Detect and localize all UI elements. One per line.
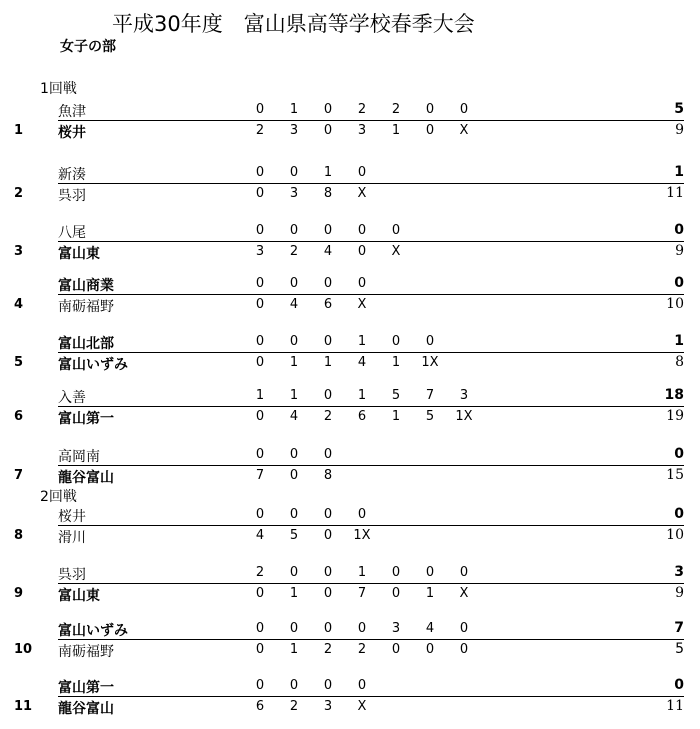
inning-score: 8: [323, 468, 333, 483]
game-number: 1: [14, 123, 24, 138]
inning-score: 1: [289, 102, 299, 117]
inning-score: 1: [391, 123, 401, 138]
inning-score: 2: [323, 409, 333, 424]
inning-score: 0: [289, 165, 299, 180]
game-number: 11: [14, 699, 33, 714]
page-title: 平成30年度 富山県高等学校春季大会: [112, 12, 475, 36]
inning-score: 3: [289, 123, 299, 138]
team-name: 富山商業: [58, 278, 114, 294]
inning-score: 0: [255, 409, 265, 424]
inning-score: 1: [357, 565, 367, 580]
score-divider: [58, 406, 684, 407]
inning-score: 1X: [421, 355, 439, 370]
inning-score: 0: [255, 621, 265, 636]
team-name: 富山北部: [58, 336, 114, 352]
inning-score: 1: [425, 586, 435, 601]
inning-score: 4: [255, 528, 265, 543]
inning-score: X: [459, 123, 469, 138]
inning-score: 4: [425, 621, 435, 636]
inning-score: 0: [323, 123, 333, 138]
total-score: 18: [664, 387, 684, 403]
inning-score: 8: [323, 186, 333, 201]
inning-score: 0: [357, 621, 367, 636]
inning-score: 0: [391, 642, 401, 657]
inning-score: 0: [357, 165, 367, 180]
score-divider: [58, 525, 684, 526]
score-divider: [58, 465, 684, 466]
game-number: 4: [14, 297, 24, 312]
inning-score: 0: [391, 334, 401, 349]
inning-score: 0: [425, 334, 435, 349]
team-name: 高岡南: [58, 449, 100, 465]
inning-score: 0: [391, 565, 401, 580]
total-score: 5: [674, 101, 684, 117]
inning-score: 1: [357, 388, 367, 403]
inning-score: 3: [323, 699, 333, 714]
inning-score: 5: [289, 528, 299, 543]
inning-score: 0: [323, 447, 333, 462]
score-divider: [58, 352, 684, 353]
game-number: 8: [14, 528, 24, 543]
total-score: 0: [674, 506, 684, 522]
inning-score: X: [459, 586, 469, 601]
game-number: 3: [14, 244, 24, 259]
inning-score: 0: [323, 102, 333, 117]
inning-score: 0: [391, 223, 401, 238]
inning-score: 7: [425, 388, 435, 403]
inning-score: 2: [357, 642, 367, 657]
score-divider: [58, 583, 684, 584]
team-name: 呉羽: [58, 188, 86, 204]
inning-score: 0: [357, 276, 367, 291]
team-name: 龍谷富山: [58, 701, 114, 717]
score-divider: [58, 696, 684, 697]
inning-score: 2: [391, 102, 401, 117]
total-score: 5: [675, 641, 684, 657]
inning-score: 4: [323, 244, 333, 259]
inning-score: 3: [255, 244, 265, 259]
inning-score: 0: [289, 447, 299, 462]
inning-score: 6: [357, 409, 367, 424]
team-name: 新湊: [58, 167, 86, 183]
inning-score: 0: [357, 223, 367, 238]
inning-score: 0: [323, 565, 333, 580]
inning-score: 1: [391, 409, 401, 424]
inning-score: 0: [425, 642, 435, 657]
total-score: 0: [674, 275, 684, 291]
total-score: 11: [666, 185, 684, 201]
inning-score: 0: [357, 507, 367, 522]
team-name: 呉羽: [58, 567, 86, 583]
inning-score: 0: [323, 586, 333, 601]
total-score: 1: [674, 333, 684, 349]
inning-score: 0: [289, 468, 299, 483]
inning-score: 7: [357, 586, 367, 601]
inning-score: 0: [357, 244, 367, 259]
team-name: 魚津: [58, 104, 86, 120]
inning-score: 0: [289, 223, 299, 238]
inning-score: 2: [357, 102, 367, 117]
inning-score: 1: [289, 642, 299, 657]
total-score: 19: [666, 408, 684, 424]
inning-score: 4: [289, 409, 299, 424]
inning-score: X: [391, 244, 401, 259]
inning-score: 4: [357, 355, 367, 370]
game-number: 2: [14, 186, 24, 201]
inning-score: 0: [289, 276, 299, 291]
inning-score: 5: [425, 409, 435, 424]
team-name: 富山いずみ: [58, 357, 128, 373]
inning-score: 1: [255, 388, 265, 403]
score-divider: [58, 183, 684, 184]
inning-score: 1: [357, 334, 367, 349]
team-name: 桜井: [58, 125, 86, 141]
inning-score: 0: [289, 678, 299, 693]
game-number: 6: [14, 409, 24, 424]
total-score: 3: [674, 564, 684, 580]
inning-score: 0: [255, 642, 265, 657]
total-score: 0: [674, 446, 684, 462]
inning-score: 0: [459, 102, 469, 117]
team-name: 富山いずみ: [58, 623, 128, 639]
inning-score: 0: [255, 223, 265, 238]
inning-score: 2: [289, 244, 299, 259]
inning-score: 6: [323, 297, 333, 312]
inning-score: 7: [255, 468, 265, 483]
total-score: 9: [675, 243, 684, 259]
division-label: 女子の部: [60, 39, 116, 55]
inning-score: 1: [391, 355, 401, 370]
team-name: 富山第一: [58, 411, 114, 427]
inning-score: 3: [357, 123, 367, 138]
team-name: 富山東: [58, 588, 100, 604]
inning-score: 1: [289, 355, 299, 370]
total-score: 11: [666, 698, 684, 714]
inning-score: 2: [255, 123, 265, 138]
inning-score: 0: [255, 355, 265, 370]
inning-score: 1: [323, 165, 333, 180]
inning-score: 2: [323, 642, 333, 657]
team-name: 南砺福野: [58, 299, 114, 315]
round-label: 2回戦: [40, 489, 77, 505]
inning-score: 0: [255, 678, 265, 693]
total-score: 15: [666, 467, 684, 483]
game-number: 9: [14, 586, 24, 601]
inning-score: X: [357, 297, 367, 312]
score-divider: [58, 241, 684, 242]
team-name: 富山東: [58, 246, 100, 262]
inning-score: 0: [255, 102, 265, 117]
team-name: 八尾: [58, 225, 86, 241]
inning-score: 0: [255, 165, 265, 180]
inning-score: 5: [391, 388, 401, 403]
total-score: 0: [674, 222, 684, 238]
total-score: 10: [666, 527, 684, 543]
inning-score: 0: [255, 507, 265, 522]
round-label: 1回戦: [40, 81, 77, 97]
inning-score: 0: [323, 276, 333, 291]
team-name: 入善: [58, 390, 86, 406]
inning-score: 0: [357, 678, 367, 693]
inning-score: 0: [323, 223, 333, 238]
inning-score: 1X: [353, 528, 371, 543]
inning-score: 3: [459, 388, 469, 403]
inning-score: 0: [459, 565, 469, 580]
total-score: 9: [675, 122, 684, 138]
inning-score: 0: [255, 334, 265, 349]
inning-score: 0: [323, 388, 333, 403]
total-score: 8: [675, 354, 684, 370]
inning-score: 2: [255, 565, 265, 580]
score-divider: [58, 639, 684, 640]
team-name: 富山第一: [58, 680, 114, 696]
inning-score: 0: [391, 586, 401, 601]
team-name: 龍谷富山: [58, 470, 114, 486]
inning-score: 0: [255, 186, 265, 201]
inning-score: X: [357, 186, 367, 201]
team-name: 南砺福野: [58, 644, 114, 660]
inning-score: 0: [289, 507, 299, 522]
inning-score: 0: [255, 447, 265, 462]
total-score: 10: [666, 296, 684, 312]
inning-score: 2: [289, 699, 299, 714]
inning-score: 1: [289, 586, 299, 601]
team-name: 滑川: [58, 530, 86, 546]
inning-score: 0: [289, 621, 299, 636]
inning-score: X: [357, 699, 367, 714]
inning-score: 0: [255, 586, 265, 601]
score-divider: [58, 120, 684, 121]
inning-score: 0: [459, 621, 469, 636]
total-score: 0: [674, 677, 684, 693]
inning-score: 0: [425, 102, 435, 117]
inning-score: 0: [323, 334, 333, 349]
inning-score: 0: [425, 565, 435, 580]
inning-score: 0: [323, 528, 333, 543]
inning-score: 1X: [455, 409, 473, 424]
inning-score: 0: [289, 565, 299, 580]
inning-score: 0: [323, 678, 333, 693]
total-score: 7: [674, 620, 684, 636]
game-number: 10: [14, 642, 33, 657]
inning-score: 0: [323, 507, 333, 522]
team-name: 桜井: [58, 509, 86, 525]
inning-score: 1: [289, 388, 299, 403]
score-divider: [58, 294, 684, 295]
inning-score: 1: [323, 355, 333, 370]
inning-score: 4: [289, 297, 299, 312]
total-score: 1: [674, 164, 684, 180]
inning-score: 0: [289, 334, 299, 349]
inning-score: 3: [391, 621, 401, 636]
inning-score: 0: [323, 621, 333, 636]
inning-score: 0: [459, 642, 469, 657]
inning-score: 0: [425, 123, 435, 138]
inning-score: 6: [255, 699, 265, 714]
total-score: 9: [675, 585, 684, 601]
inning-score: 0: [255, 297, 265, 312]
inning-score: 0: [255, 276, 265, 291]
game-number: 5: [14, 355, 24, 370]
game-number: 7: [14, 468, 24, 483]
inning-score: 3: [289, 186, 299, 201]
